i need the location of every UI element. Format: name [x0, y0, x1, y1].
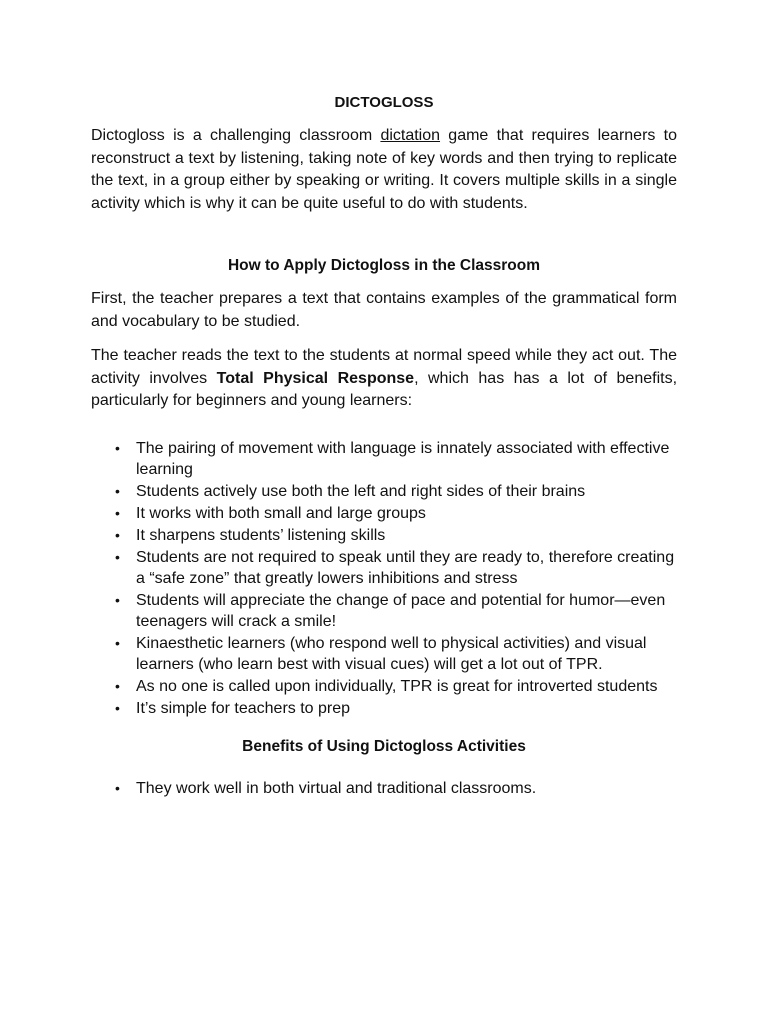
intro-text-rest: game that requires learners to reconstruct a text by listening, taking note of key words and then trying to replicate the text, in a group either by speaking or writing. It covers multiple skills in a single activity which is why it can be quite useful to do with students. — [91, 127, 678, 212]
bullet-icon: • — [115, 439, 120, 456]
list-item — [91, 590, 677, 632]
list-item — [91, 481, 677, 502]
intro-text-start: Dictogloss is a challenging classroom — [91, 127, 381, 144]
list-item — [91, 438, 677, 480]
bullet-icon: • — [115, 634, 120, 651]
section-heading-how-to-apply: How to Apply Dictogloss in the Classroom — [227, 257, 541, 274]
list-item — [91, 547, 677, 589]
list-item-text: Students will appreciate the change of pace and potential for humor—even teenagers will crack a smile! — [136, 591, 666, 630]
intro-paragraph — [91, 125, 677, 215]
list-item — [91, 778, 677, 799]
list-item-text: Kinaesthetic learners (who respond well to physical activities) and visual learners (who learn best with visual cues) will get a lot out of TPR. — [136, 634, 647, 673]
list-item-text: Students are not required to speak until they are ready to, therefore creating a “safe zone” that greatly lowers inhibitions and stress — [136, 548, 675, 587]
section-heading-benefits: Benefits of Using Dictogloss Activities — [242, 737, 526, 755]
document-title: DICTOGLOSS — [334, 94, 434, 111]
section1-paragraph-1: First, the teacher prepares a text that contains examples of the grammatical form and vocabulary to be studied. — [91, 290, 677, 330]
list-item-text: They work well in both virtual and traditional classrooms. — [136, 779, 537, 797]
tpr-bold-term: Total Physical Response — [216, 369, 415, 387]
document-content — [91, 93, 677, 800]
list-item-text: Students actively use both the left and right sides of their brains — [136, 482, 586, 500]
bullet-icon: • — [115, 779, 120, 796]
list-item-text: It’s simple for teachers to prep — [136, 699, 351, 717]
bullet-icon: • — [115, 526, 120, 543]
p2-text-rest: , which has has a lot of benefits, particularly for beginners and young learners: — [91, 369, 678, 409]
dictogloss-benefits-list — [91, 778, 677, 799]
list-item — [91, 676, 677, 697]
list-item-text: It sharpens students’ listening skills — [136, 526, 386, 544]
bullet-icon: • — [115, 591, 120, 608]
tpr-benefits-list — [91, 438, 677, 719]
bullet-icon: • — [115, 548, 120, 565]
p2-text-start: The teacher reads the text to the students at normal speed while they act out. The activity involves — [91, 347, 677, 387]
list-item — [91, 698, 677, 719]
dictation-link[interactable]: dictation — [380, 127, 441, 144]
bullet-icon: • — [115, 677, 120, 694]
list-item-text: The pairing of movement with language is innately associated with effective learning — [136, 439, 670, 478]
list-item-text: As no one is called upon individually, TPR is great for introverted students — [136, 677, 658, 695]
bullet-icon: • — [115, 699, 120, 716]
list-item — [91, 633, 677, 675]
list-item — [91, 525, 677, 546]
list-item-text: It works with both small and large groups — [136, 504, 426, 522]
section1-paragraph-2 — [91, 345, 677, 413]
list-item — [91, 503, 677, 524]
bullet-icon: • — [115, 482, 120, 499]
bullet-icon: • — [115, 504, 120, 521]
